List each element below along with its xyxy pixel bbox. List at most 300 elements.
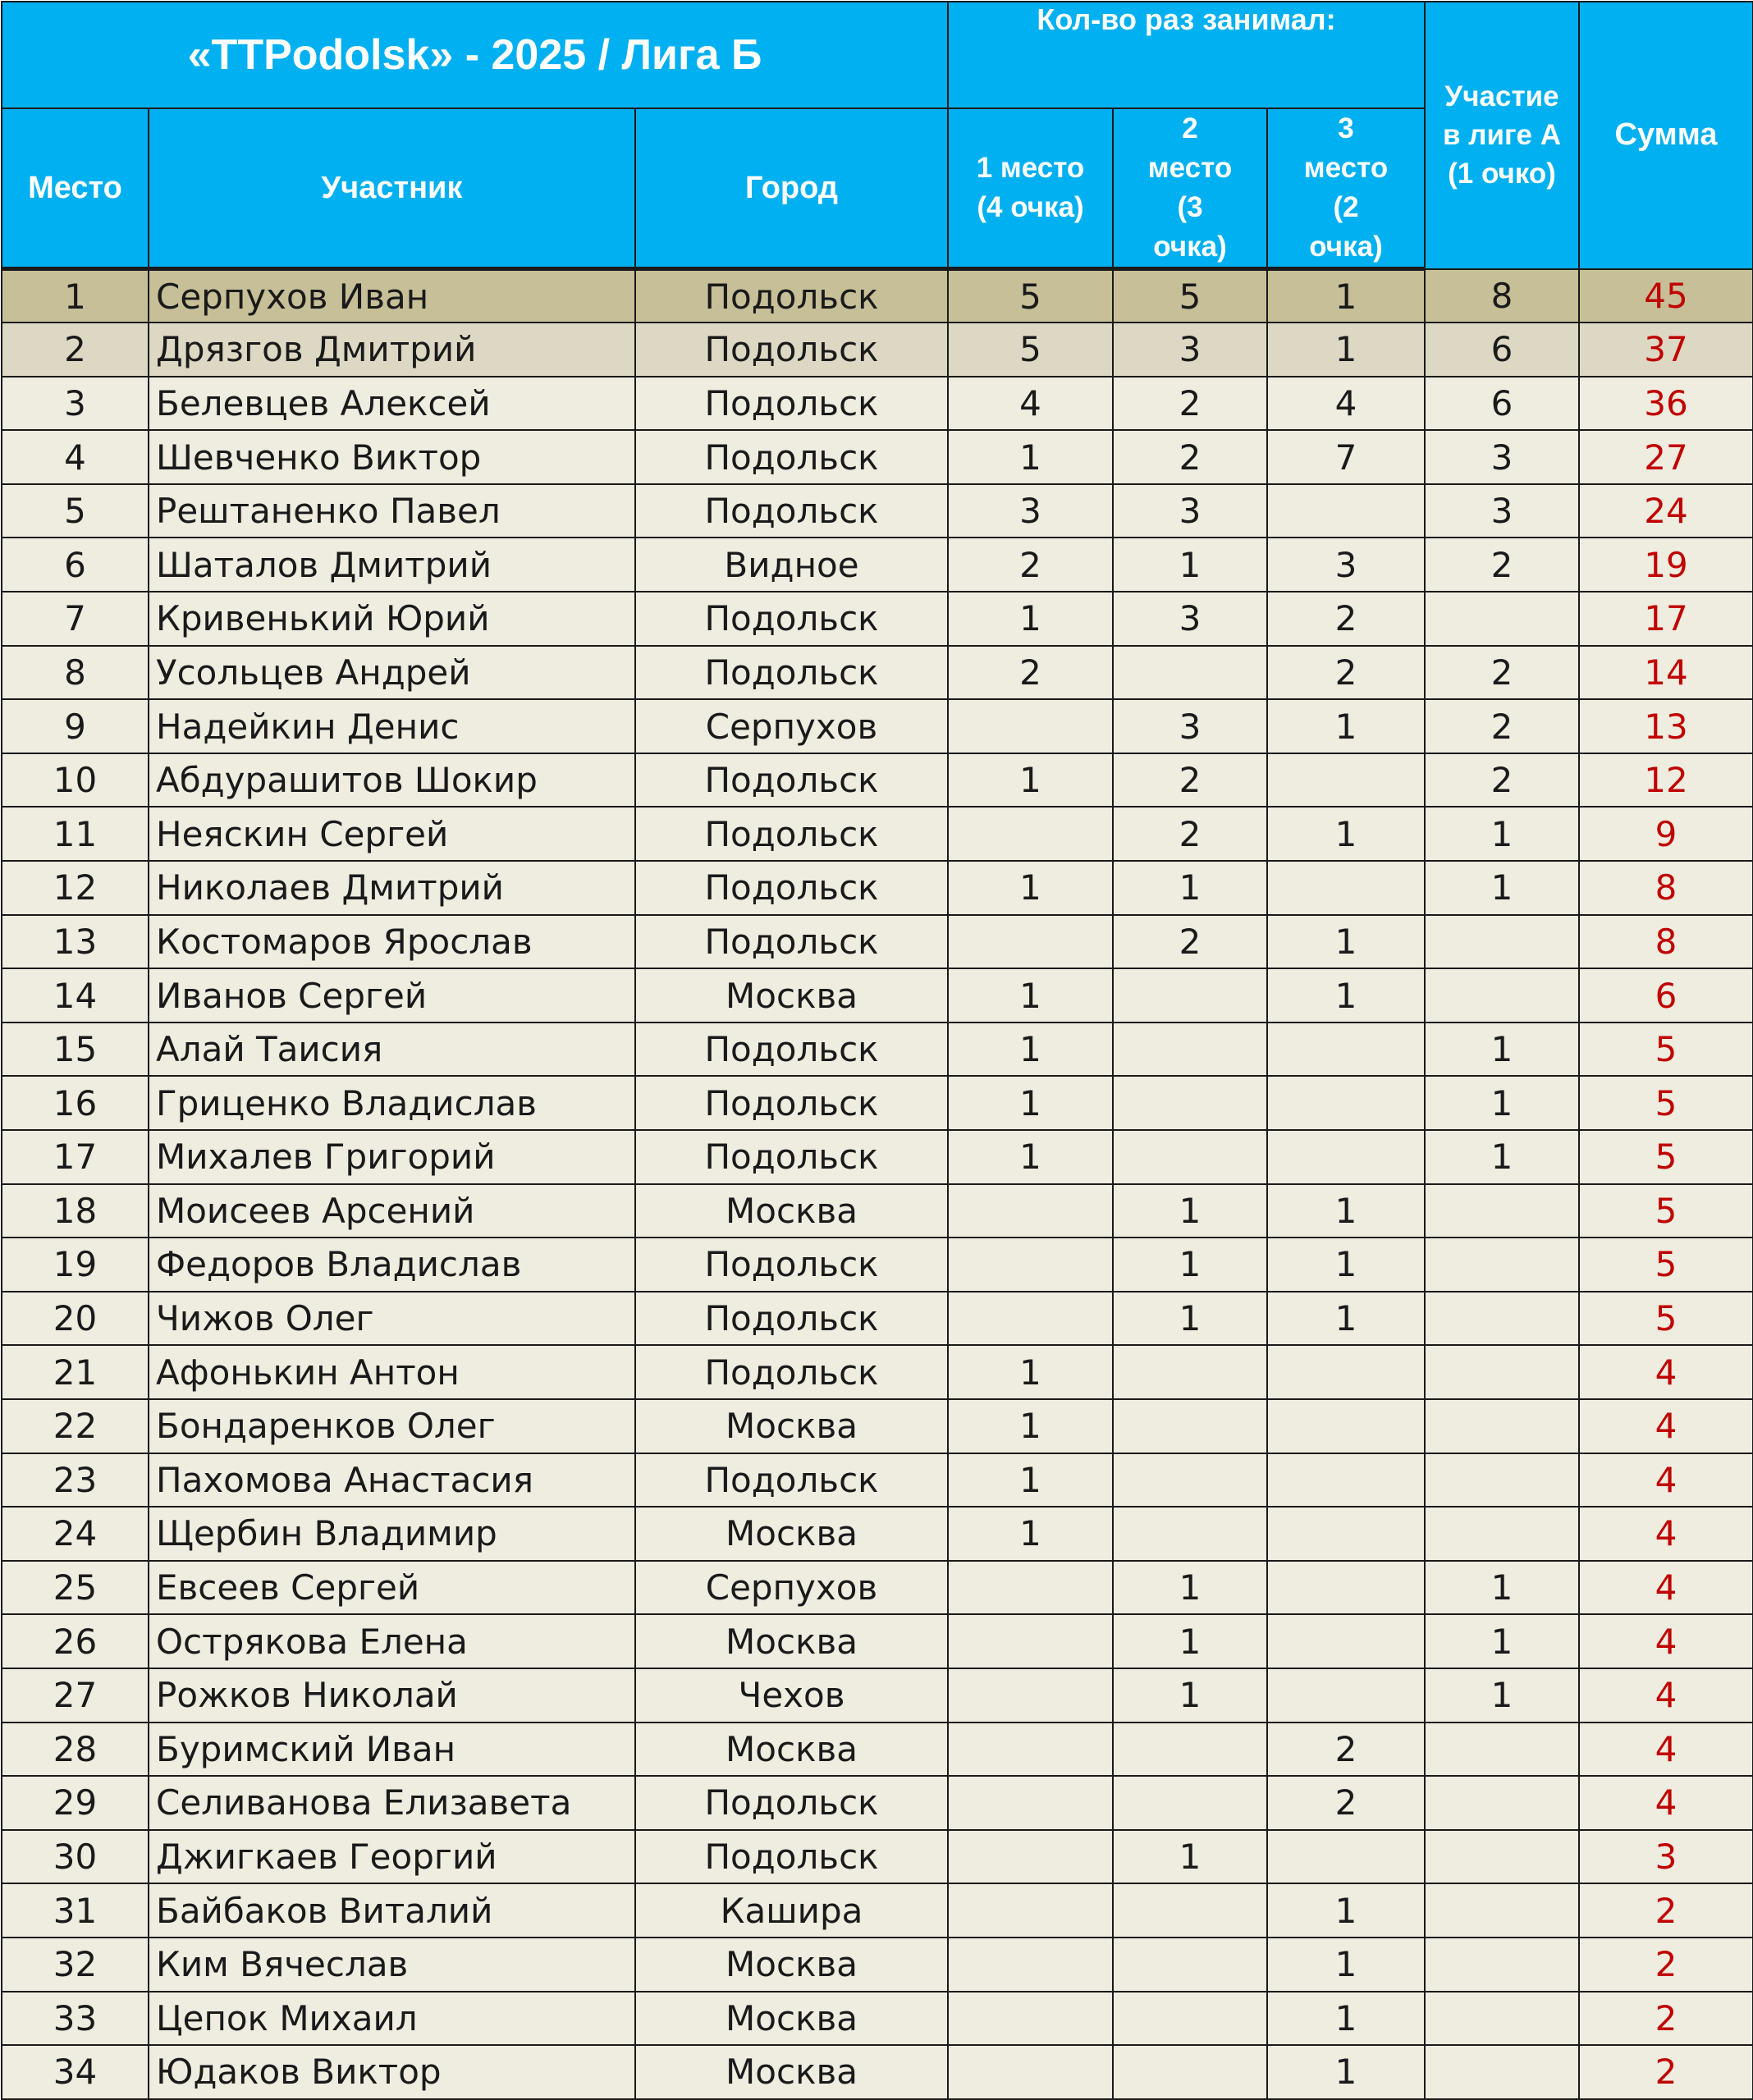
player-name-cell: Усольцев Андрей bbox=[149, 646, 635, 700]
table-row bbox=[2, 1399, 1753, 1453]
total-points-cell: 4 bbox=[1579, 1453, 1753, 1508]
place-cell: 28 bbox=[2, 1723, 149, 1777]
place-cell: 20 bbox=[2, 1292, 149, 1346]
total-points-cell: 3 bbox=[1579, 1830, 1753, 1884]
player-name-cell: Пахомова Анастасия bbox=[149, 1453, 635, 1508]
second-place-count-cell: 2 bbox=[1113, 377, 1267, 431]
total-points-cell: 9 bbox=[1579, 807, 1753, 861]
city-cell: Видное bbox=[635, 538, 948, 592]
total-points-cell: 5 bbox=[1579, 1238, 1753, 1292]
table-row bbox=[2, 1453, 1753, 1508]
city-cell: Подольск bbox=[635, 753, 948, 808]
third-place-count-cell bbox=[1267, 861, 1425, 915]
second-place-count-cell: 3 bbox=[1113, 323, 1267, 377]
second-place-count-cell: 1 bbox=[1113, 538, 1267, 592]
place-cell: 27 bbox=[2, 1668, 149, 1723]
first-place-count-cell bbox=[948, 1723, 1113, 1777]
third-place-count-cell bbox=[1267, 1345, 1425, 1399]
player-name-cell: Алай Таисия bbox=[149, 1023, 635, 1077]
place-cell: 30 bbox=[2, 1830, 149, 1884]
first-place-count-cell: 2 bbox=[948, 538, 1113, 592]
city-cell: Москва bbox=[635, 1184, 948, 1238]
standings-table bbox=[1, 1, 1753, 2100]
place-cell: 14 bbox=[2, 968, 149, 1023]
player-name-cell: Афонькин Антон bbox=[149, 1345, 635, 1399]
table-row bbox=[2, 1561, 1753, 1615]
third-place-count-cell bbox=[1267, 1399, 1425, 1453]
place-cell: 2 bbox=[2, 323, 149, 377]
league-a-count-cell: 3 bbox=[1425, 484, 1579, 538]
placements-group-header: Кол-во раз занимал: bbox=[948, 2, 1425, 108]
place-cell: 33 bbox=[2, 1992, 149, 2046]
first-place-count-cell bbox=[948, 1776, 1113, 1830]
player-name-cell: Кривенький Юрий bbox=[149, 592, 635, 646]
third-place-count-cell: 1 bbox=[1267, 269, 1425, 323]
first-place-count-cell: 1 bbox=[948, 1023, 1113, 1077]
city-cell: Подольск bbox=[635, 915, 948, 969]
place-cell: 32 bbox=[2, 1938, 149, 1992]
league-a-count-cell bbox=[1425, 1776, 1579, 1830]
table-row bbox=[2, 269, 1753, 323]
place-cell: 19 bbox=[2, 1238, 149, 1292]
third-place-count-cell: 1 bbox=[1267, 915, 1425, 969]
total-points-cell: 12 bbox=[1579, 753, 1753, 808]
third-place-count-cell: 2 bbox=[1267, 1723, 1425, 1777]
league-a-count-cell bbox=[1425, 1399, 1579, 1453]
player-name-cell: Михалев Григорий bbox=[149, 1130, 635, 1184]
table-row bbox=[2, 1130, 1753, 1184]
third-place-count-cell: 1 bbox=[1267, 1184, 1425, 1238]
first-place-count-cell: 1 bbox=[948, 1453, 1113, 1508]
league-a-count-cell bbox=[1425, 1723, 1579, 1777]
table-row bbox=[2, 807, 1753, 861]
table-row bbox=[2, 1184, 1753, 1238]
player-name-cell: Юдаков Виктор bbox=[149, 2045, 635, 2099]
league-a-count-cell: 1 bbox=[1425, 1668, 1579, 1723]
total-points-cell: 2 bbox=[1579, 2045, 1753, 2099]
city-cell: Подольск bbox=[635, 1130, 948, 1184]
table-row bbox=[2, 1883, 1753, 1938]
city-cell: Подольск bbox=[635, 646, 948, 700]
player-name-cell: Джигкаев Георгий bbox=[149, 1830, 635, 1884]
total-points-cell: 27 bbox=[1579, 430, 1753, 484]
player-name-cell: Рештаненко Павел bbox=[149, 484, 635, 538]
total-points-cell: 14 bbox=[1579, 646, 1753, 700]
third-place-count-cell: 1 bbox=[1267, 2045, 1425, 2099]
second-place-count-cell bbox=[1113, 1345, 1267, 1399]
first-place-count-cell bbox=[948, 1668, 1113, 1723]
third-place-count-cell: 1 bbox=[1267, 968, 1425, 1023]
place-cell: 5 bbox=[2, 484, 149, 538]
total-points-cell: 2 bbox=[1579, 1992, 1753, 2046]
place-cell: 1 bbox=[2, 269, 149, 323]
first-place-count-cell: 1 bbox=[948, 1507, 1113, 1561]
league-a-count-cell: 2 bbox=[1425, 753, 1579, 808]
first-place-count-cell bbox=[948, 1614, 1113, 1668]
place-cell: 31 bbox=[2, 1883, 149, 1938]
place-cell: 10 bbox=[2, 753, 149, 808]
league-a-count-cell: 1 bbox=[1425, 1076, 1579, 1130]
total-points-cell: 24 bbox=[1579, 484, 1753, 538]
second-place-count-cell: 3 bbox=[1113, 484, 1267, 538]
city-cell: Москва bbox=[635, 1507, 948, 1561]
player-name-cell: Бондаренков Олег bbox=[149, 1399, 635, 1453]
total-points-cell: 5 bbox=[1579, 1130, 1753, 1184]
city-cell: Подольск bbox=[635, 1292, 948, 1346]
place-cell: 16 bbox=[2, 1076, 149, 1130]
league-a-count-cell bbox=[1425, 1883, 1579, 1938]
third-place-count-cell: 7 bbox=[1267, 430, 1425, 484]
player-name-cell: Шевченко Виктор bbox=[149, 430, 635, 484]
third-place-count-cell: 1 bbox=[1267, 807, 1425, 861]
second-place-count-cell: 1 bbox=[1113, 1668, 1267, 1723]
place-cell: 21 bbox=[2, 1345, 149, 1399]
league-a-count-cell bbox=[1425, 1992, 1579, 2046]
third-place-count-cell: 1 bbox=[1267, 1992, 1425, 2046]
place-cell: 26 bbox=[2, 1614, 149, 1668]
total-points-cell: 4 bbox=[1579, 1345, 1753, 1399]
first-place-count-cell: 1 bbox=[948, 968, 1113, 1023]
total-points-cell: 2 bbox=[1579, 1938, 1753, 1992]
player-name-cell: Костомаров Ярослав bbox=[149, 915, 635, 969]
table-row bbox=[2, 1668, 1753, 1723]
city-cell: Москва bbox=[635, 1723, 948, 1777]
sum-header: Сумма bbox=[1579, 2, 1753, 269]
table-row bbox=[2, 968, 1753, 1023]
league-a-count-cell bbox=[1425, 1184, 1579, 1238]
first-place-count-cell bbox=[948, 1561, 1113, 1615]
first-place-count-cell bbox=[948, 1184, 1113, 1238]
place-cell: 9 bbox=[2, 699, 149, 753]
total-points-cell: 4 bbox=[1579, 1776, 1753, 1830]
table-header bbox=[2, 2, 1753, 269]
second-place-count-cell: 3 bbox=[1113, 699, 1267, 753]
total-points-cell: 5 bbox=[1579, 1292, 1753, 1346]
league-a-count-cell bbox=[1425, 1292, 1579, 1346]
table-row bbox=[2, 1938, 1753, 1992]
city-cell: Подольск bbox=[635, 430, 948, 484]
city-cell: Подольск bbox=[635, 1345, 948, 1399]
place-cell: 23 bbox=[2, 1453, 149, 1508]
player-name-cell: Надейкин Денис bbox=[149, 699, 635, 753]
second-place-header: 2 место (3 очка) bbox=[1113, 108, 1267, 269]
table-row bbox=[2, 1614, 1753, 1668]
first-place-count-cell: 4 bbox=[948, 377, 1113, 431]
third-place-count-cell: 2 bbox=[1267, 592, 1425, 646]
second-place-count-cell: 1 bbox=[1113, 1238, 1267, 1292]
second-place-count-cell bbox=[1113, 646, 1267, 700]
third-place-header: 3 место (2 очка) bbox=[1267, 108, 1425, 269]
second-place-count-cell: 1 bbox=[1113, 1292, 1267, 1346]
league-a-count-cell bbox=[1425, 915, 1579, 969]
league-a-count-cell bbox=[1425, 2045, 1579, 2099]
table-row bbox=[2, 1023, 1753, 1077]
league-a-count-cell bbox=[1425, 968, 1579, 1023]
third-place-count-cell: 2 bbox=[1267, 646, 1425, 700]
player-name-cell: Николаев Дмитрий bbox=[149, 861, 635, 915]
total-points-cell: 4 bbox=[1579, 1668, 1753, 1723]
first-place-count-cell: 1 bbox=[948, 1345, 1113, 1399]
third-place-count-cell: 1 bbox=[1267, 1292, 1425, 1346]
place-cell: 34 bbox=[2, 2045, 149, 2099]
third-place-count-cell: 1 bbox=[1267, 1883, 1425, 1938]
total-points-cell: 4 bbox=[1579, 1507, 1753, 1561]
second-place-count-cell bbox=[1113, 1399, 1267, 1453]
table-row bbox=[2, 538, 1753, 592]
league-a-count-cell bbox=[1425, 1830, 1579, 1884]
league-a-count-cell: 3 bbox=[1425, 430, 1579, 484]
second-place-count-cell bbox=[1113, 1076, 1267, 1130]
city-cell: Подольск bbox=[635, 269, 948, 323]
second-place-count-cell: 1 bbox=[1113, 1614, 1267, 1668]
player-name-cell: Абдурашитов Шокир bbox=[149, 753, 635, 808]
total-points-cell: 8 bbox=[1579, 915, 1753, 969]
place-cell: 6 bbox=[2, 538, 149, 592]
league-a-count-cell: 6 bbox=[1425, 323, 1579, 377]
total-points-cell: 8 bbox=[1579, 861, 1753, 915]
place-cell: 24 bbox=[2, 1507, 149, 1561]
second-place-count-cell bbox=[1113, 968, 1267, 1023]
third-place-count-cell bbox=[1267, 1830, 1425, 1884]
table-row bbox=[2, 1776, 1753, 1830]
third-place-count-cell bbox=[1267, 1668, 1425, 1723]
total-points-cell: 4 bbox=[1579, 1399, 1753, 1453]
player-name-cell: Чижов Олег bbox=[149, 1292, 635, 1346]
table-body bbox=[2, 269, 1753, 2099]
place-cell: 4 bbox=[2, 430, 149, 484]
third-place-count-cell bbox=[1267, 1453, 1425, 1508]
player-name-cell: Щербин Владимир bbox=[149, 1507, 635, 1561]
first-place-count-cell bbox=[948, 915, 1113, 969]
first-place-count-cell: 1 bbox=[948, 430, 1113, 484]
table-row bbox=[2, 484, 1753, 538]
total-points-cell: 5 bbox=[1579, 1076, 1753, 1130]
table-row bbox=[2, 915, 1753, 969]
first-place-count-cell: 5 bbox=[948, 323, 1113, 377]
third-place-count-cell: 3 bbox=[1267, 538, 1425, 592]
city-cell: Подольск bbox=[635, 1453, 948, 1508]
third-place-count-cell bbox=[1267, 1614, 1425, 1668]
city-cell: Москва bbox=[635, 1614, 948, 1668]
first-place-count-cell: 3 bbox=[948, 484, 1113, 538]
table-row bbox=[2, 592, 1753, 646]
second-place-count-cell bbox=[1113, 1507, 1267, 1561]
third-place-count-cell bbox=[1267, 1130, 1425, 1184]
total-points-cell: 19 bbox=[1579, 538, 1753, 592]
third-place-count-cell: 4 bbox=[1267, 377, 1425, 431]
first-place-count-cell bbox=[948, 1238, 1113, 1292]
city-cell: Подольск bbox=[635, 377, 948, 431]
city-header: Город bbox=[635, 108, 948, 269]
place-cell: 12 bbox=[2, 861, 149, 915]
place-cell: 13 bbox=[2, 915, 149, 969]
total-points-cell: 2 bbox=[1579, 1883, 1753, 1938]
city-cell: Подольск bbox=[635, 807, 948, 861]
first-place-count-cell bbox=[948, 1938, 1113, 1992]
total-points-cell: 6 bbox=[1579, 968, 1753, 1023]
league-a-count-cell: 1 bbox=[1425, 1561, 1579, 1615]
player-name-cell: Буримский Иван bbox=[149, 1723, 635, 1777]
first-place-count-cell: 2 bbox=[948, 646, 1113, 700]
league-a-header: Участие в лиге А (1 очко) bbox=[1425, 2, 1579, 269]
table-title: «TTPodolsk» - 2025 / Лига Б bbox=[2, 2, 948, 108]
second-place-count-cell: 1 bbox=[1113, 861, 1267, 915]
table-row bbox=[2, 1238, 1753, 1292]
city-cell: Серпухов bbox=[635, 1561, 948, 1615]
city-cell: Подольск bbox=[635, 1076, 948, 1130]
table-row bbox=[2, 323, 1753, 377]
player-name-cell: Федоров Владислав bbox=[149, 1238, 635, 1292]
city-cell: Подольск bbox=[635, 1830, 948, 1884]
second-place-count-cell bbox=[1113, 1453, 1267, 1508]
city-cell: Серпухов bbox=[635, 699, 948, 753]
place-cell: 7 bbox=[2, 592, 149, 646]
first-place-header: 1 место (4 очка) bbox=[948, 108, 1113, 269]
league-a-count-cell: 2 bbox=[1425, 538, 1579, 592]
second-place-count-cell bbox=[1113, 1992, 1267, 2046]
city-cell: Москва bbox=[635, 1992, 948, 2046]
place-header: Место bbox=[2, 108, 149, 269]
third-place-count-cell: 2 bbox=[1267, 1776, 1425, 1830]
second-place-count-cell bbox=[1113, 1723, 1267, 1777]
player-header: Участник bbox=[149, 108, 635, 269]
first-place-count-cell bbox=[948, 2045, 1113, 2099]
table-row bbox=[2, 753, 1753, 808]
player-name-cell: Белевцев Алексей bbox=[149, 377, 635, 431]
league-a-count-cell: 1 bbox=[1425, 1614, 1579, 1668]
league-a-count-cell: 1 bbox=[1425, 807, 1579, 861]
league-a-count-cell: 2 bbox=[1425, 699, 1579, 753]
total-points-cell: 4 bbox=[1579, 1723, 1753, 1777]
league-a-count-cell bbox=[1425, 1453, 1579, 1508]
league-a-count-cell: 1 bbox=[1425, 861, 1579, 915]
player-name-cell: Селиванова Елизавета bbox=[149, 1776, 635, 1830]
second-place-count-cell bbox=[1113, 1023, 1267, 1077]
city-cell: Подольск bbox=[635, 1238, 948, 1292]
place-cell: 22 bbox=[2, 1399, 149, 1453]
place-cell: 15 bbox=[2, 1023, 149, 1077]
league-a-count-cell bbox=[1425, 1938, 1579, 1992]
city-cell: Подольск bbox=[635, 592, 948, 646]
league-a-count-cell bbox=[1425, 1238, 1579, 1292]
league-a-count-cell bbox=[1425, 1507, 1579, 1561]
city-cell: Москва bbox=[635, 1938, 948, 1992]
total-points-cell: 13 bbox=[1579, 699, 1753, 753]
city-cell: Кашира bbox=[635, 1883, 948, 1938]
player-name-cell: Байбаков Виталий bbox=[149, 1883, 635, 1938]
second-place-count-cell bbox=[1113, 1938, 1267, 1992]
table-row bbox=[2, 1830, 1753, 1884]
league-a-count-cell bbox=[1425, 1345, 1579, 1399]
total-points-cell: 5 bbox=[1579, 1023, 1753, 1077]
league-a-count-cell: 8 bbox=[1425, 269, 1579, 323]
city-cell: Чехов bbox=[635, 1668, 948, 1723]
city-cell: Подольск bbox=[635, 1776, 948, 1830]
table-row bbox=[2, 1292, 1753, 1346]
player-name-cell: Шаталов Дмитрий bbox=[149, 538, 635, 592]
total-points-cell: 17 bbox=[1579, 592, 1753, 646]
first-place-count-cell bbox=[948, 1292, 1113, 1346]
table-row bbox=[2, 1723, 1753, 1777]
total-points-cell: 4 bbox=[1579, 1614, 1753, 1668]
player-name-cell: Евсеев Сергей bbox=[149, 1561, 635, 1615]
first-place-count-cell: 1 bbox=[948, 1399, 1113, 1453]
place-cell: 29 bbox=[2, 1776, 149, 1830]
total-points-cell: 45 bbox=[1579, 269, 1753, 323]
second-place-count-cell: 5 bbox=[1113, 269, 1267, 323]
table-row bbox=[2, 699, 1753, 753]
second-place-count-cell: 2 bbox=[1113, 915, 1267, 969]
player-name-cell: Иванов Сергей bbox=[149, 968, 635, 1023]
league-a-count-cell: 6 bbox=[1425, 377, 1579, 431]
second-place-count-cell: 1 bbox=[1113, 1830, 1267, 1884]
first-place-count-cell bbox=[948, 1992, 1113, 2046]
third-place-count-cell: 1 bbox=[1267, 1938, 1425, 1992]
second-place-count-cell: 2 bbox=[1113, 753, 1267, 808]
total-points-cell: 36 bbox=[1579, 377, 1753, 431]
table-row bbox=[2, 430, 1753, 484]
first-place-count-cell: 1 bbox=[948, 753, 1113, 808]
second-place-count-cell: 1 bbox=[1113, 1561, 1267, 1615]
league-a-count-cell: 1 bbox=[1425, 1130, 1579, 1184]
league-a-count-cell: 1 bbox=[1425, 1023, 1579, 1077]
total-points-cell: 5 bbox=[1579, 1184, 1753, 1238]
first-place-count-cell: 1 bbox=[948, 592, 1113, 646]
player-name-cell: Дрязгов Дмитрий bbox=[149, 323, 635, 377]
player-name-cell: Рожков Николай bbox=[149, 1668, 635, 1723]
second-place-count-cell: 2 bbox=[1113, 807, 1267, 861]
first-place-count-cell bbox=[948, 807, 1113, 861]
place-cell: 8 bbox=[2, 646, 149, 700]
first-place-count-cell bbox=[948, 1883, 1113, 1938]
player-name-cell: Моисеев Арсений bbox=[149, 1184, 635, 1238]
second-place-count-cell: 1 bbox=[1113, 1184, 1267, 1238]
place-cell: 17 bbox=[2, 1130, 149, 1184]
first-place-count-cell bbox=[948, 699, 1113, 753]
player-name-cell: Острякова Елена bbox=[149, 1614, 635, 1668]
first-place-count-cell bbox=[948, 1830, 1113, 1884]
table-row bbox=[2, 1507, 1753, 1561]
place-cell: 25 bbox=[2, 1561, 149, 1615]
city-cell: Москва bbox=[635, 968, 948, 1023]
first-place-count-cell: 1 bbox=[948, 1130, 1113, 1184]
second-place-count-cell bbox=[1113, 2045, 1267, 2099]
table-row bbox=[2, 2045, 1753, 2099]
player-name-cell: Гриценко Владислав bbox=[149, 1076, 635, 1130]
second-place-count-cell: 3 bbox=[1113, 592, 1267, 646]
city-cell: Подольск bbox=[635, 861, 948, 915]
second-place-count-cell bbox=[1113, 1776, 1267, 1830]
second-place-count-cell bbox=[1113, 1883, 1267, 1938]
table-row bbox=[2, 861, 1753, 915]
league-a-count-cell bbox=[1425, 592, 1579, 646]
second-place-count-cell bbox=[1113, 1130, 1267, 1184]
third-place-count-cell bbox=[1267, 484, 1425, 538]
total-points-cell: 4 bbox=[1579, 1561, 1753, 1615]
city-cell: Подольск bbox=[635, 1023, 948, 1077]
third-place-count-cell: 1 bbox=[1267, 1238, 1425, 1292]
third-place-count-cell: 1 bbox=[1267, 699, 1425, 753]
player-name-cell: Неяскин Сергей bbox=[149, 807, 635, 861]
table-row bbox=[2, 646, 1753, 700]
first-place-count-cell: 1 bbox=[948, 1076, 1113, 1130]
player-name-cell: Ким Вячеслав bbox=[149, 1938, 635, 1992]
third-place-count-cell bbox=[1267, 1561, 1425, 1615]
place-cell: 3 bbox=[2, 377, 149, 431]
player-name-cell: Цепок Михаил bbox=[149, 1992, 635, 2046]
total-points-cell: 37 bbox=[1579, 323, 1753, 377]
third-place-count-cell bbox=[1267, 1023, 1425, 1077]
